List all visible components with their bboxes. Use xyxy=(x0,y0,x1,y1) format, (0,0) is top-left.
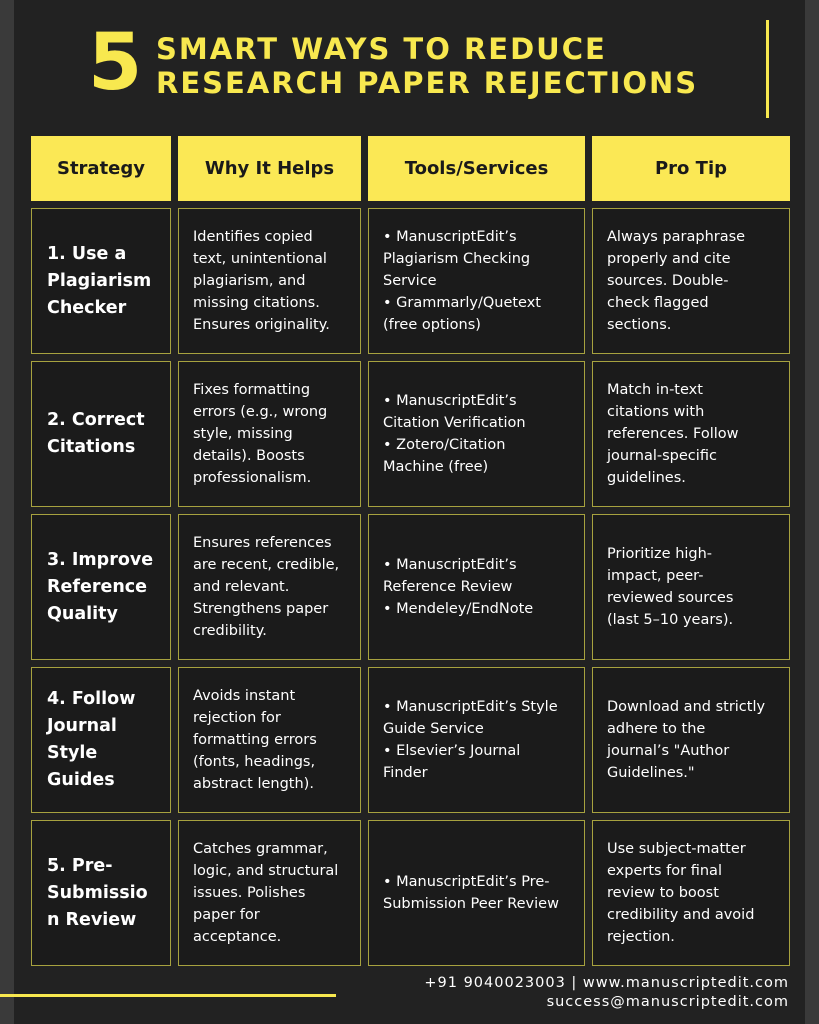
left-frame-bar xyxy=(0,0,14,1024)
row-3-why xyxy=(178,514,361,660)
row-4-strategy-text: 4. Follow Journal Style Guides xyxy=(47,689,136,790)
row-2-why-text: Fixes formatting errors (e.g., wrong style, missing details). Boosts professionalism. xyxy=(193,382,328,486)
row-2-strategy xyxy=(31,361,171,507)
row-2-tools xyxy=(368,361,585,507)
row-5-tip xyxy=(592,820,790,966)
row-1-why xyxy=(178,208,361,354)
footer-email: success@manuscriptedit.com xyxy=(546,994,789,1010)
footer-contact xyxy=(424,974,789,1012)
row-1-strategy-text: 1. Use a Plagiarism Checker xyxy=(47,243,152,318)
row-4-tip xyxy=(592,667,790,813)
column-header-strategy: Strategy xyxy=(31,136,171,201)
row-5-tools xyxy=(368,820,585,966)
row-1-tools-text: • ManuscriptEdit’s Plagiarism Checking Service • Grammarly/Quetext (free options) xyxy=(383,229,541,333)
row-4-tools-text: • ManuscriptEdit’s Style Guide Service • Elsevier’s Journal Finder xyxy=(383,699,558,781)
row-5-tools-text: • ManuscriptEdit’s Pre- Submission Peer Review xyxy=(383,874,559,912)
row-3-strategy-text: 3. Improve Reference Quality xyxy=(47,549,154,624)
row-2-strategy-text: 2. Correct Citations xyxy=(47,410,145,457)
column-header-tools: Tools/Services xyxy=(368,136,585,201)
row-3-tip xyxy=(592,514,790,660)
row-1-tip xyxy=(592,208,790,354)
column-header-why: Why It Helps xyxy=(178,136,361,201)
row-1-why-text: Identifies copied text, unintentional plagiarism, and missing citations. Ensures originality. xyxy=(193,229,330,333)
row-2-tip-text: Match in-text citations with references. Follow journal-specific guidelines. xyxy=(607,382,739,486)
row-3-tools-text: • ManuscriptEdit’s Reference Review • Mendeley/EndNote xyxy=(383,557,534,617)
row-1-tip-text: Always paraphrase properly and cite sources. Double- check flagged sections. xyxy=(607,229,746,333)
row-5-strategy-text: 5. Pre- Submissio n Review xyxy=(47,855,148,930)
row-4-why xyxy=(178,667,361,813)
right-frame-bar xyxy=(805,0,819,1024)
row-3-strategy xyxy=(31,514,171,660)
column-header-tip: Pro Tip xyxy=(592,136,790,201)
row-4-tools xyxy=(368,667,585,813)
row-4-tip-text: Download and strictly adhere to the journal’s "Author Guidelines." xyxy=(607,699,766,781)
row-2-why xyxy=(178,361,361,507)
footer-phone-website: +91 9040023003 | www.manuscriptedit.com xyxy=(424,975,789,991)
row-5-tip-text: Use subject-matter experts for final review to boost credibility and avoid rejection. xyxy=(607,841,755,945)
row-3-tip-text: Prioritize high- impact, peer- reviewed sources (last 5–10 years). xyxy=(607,546,734,628)
row-3-why-text: Ensures references are recent, credible, and relevant. Strengthens paper credibility. xyxy=(193,535,340,639)
header-title-line-2: RESEARCH PAPER REJECTIONS xyxy=(156,66,699,100)
strategy-table xyxy=(31,136,790,966)
row-2-tip xyxy=(592,361,790,507)
row-5-strategy xyxy=(31,820,171,966)
row-4-why-text: Avoids instant rejection for formatting errors (fonts, headings, abstract length). xyxy=(193,688,317,792)
footer-accent-line xyxy=(0,994,336,997)
header-number: 5 xyxy=(88,18,143,108)
header-accent-bar xyxy=(766,20,769,118)
row-1-tools xyxy=(368,208,585,354)
row-1-strategy xyxy=(31,208,171,354)
row-4-strategy xyxy=(31,667,171,813)
row-3-tools xyxy=(368,514,585,660)
row-5-why-text: Catches grammar, logic, and structural issues. Polishes paper for acceptance. xyxy=(193,841,339,945)
row-2-tools-text: • ManuscriptEdit’s Citation Verification • Zotero/Citation Machine (free) xyxy=(383,393,526,475)
row-5-why xyxy=(178,820,361,966)
header-title-line-1: SMART WAYS TO REDUCE xyxy=(156,32,607,66)
